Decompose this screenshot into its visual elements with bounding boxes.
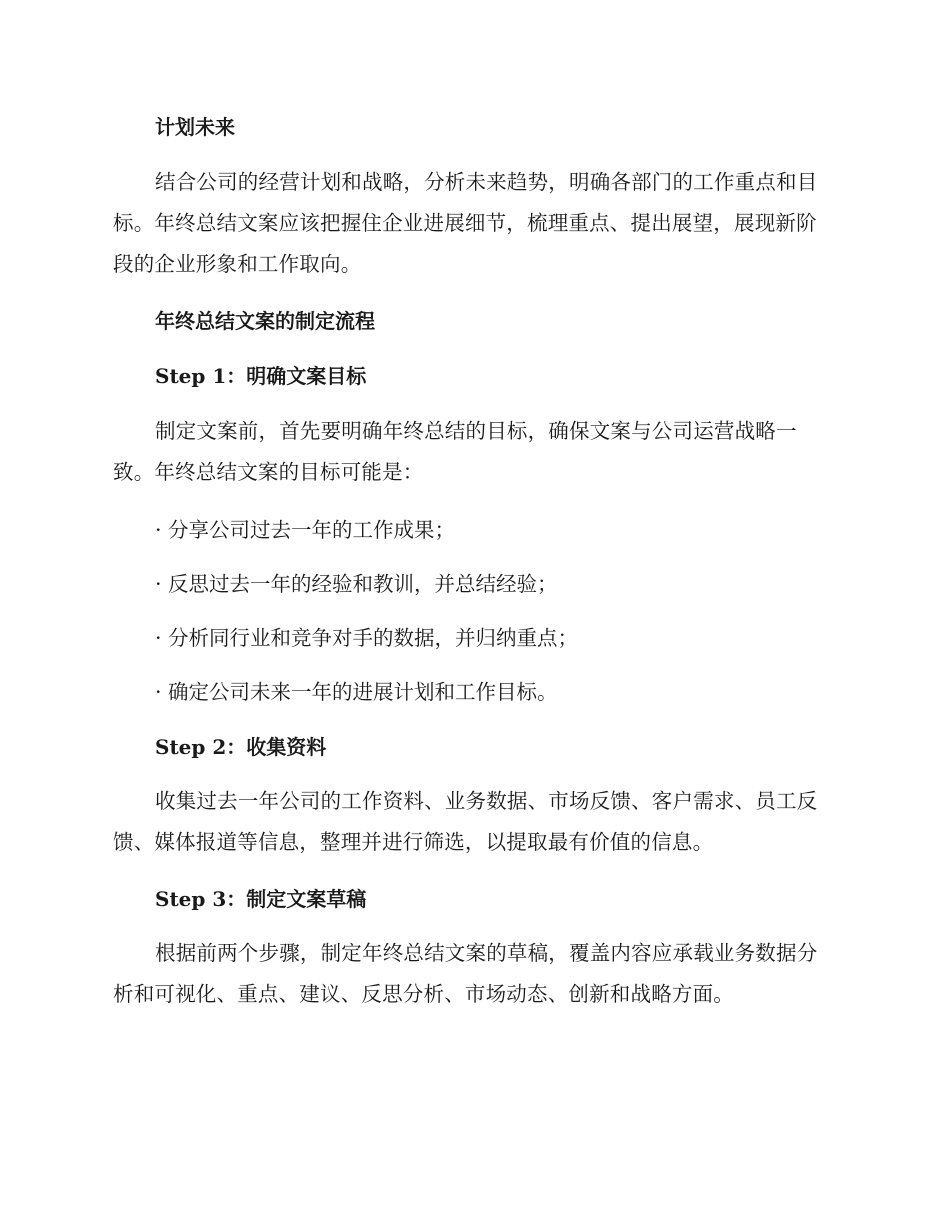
heading-plan-future: 计划未来 [155, 115, 235, 139]
paragraph-step3: 根据前两个步骤，制定年终总结文案的草稿，覆盖内容应承载业务数据分析和可视化、重点、建议、反思分析、市场动态、创新和战略方面。 [113, 941, 818, 1006]
heading-process: 年终总结文案的制定流程 [155, 309, 375, 333]
bullet-item: · 确定公司未来一年的进展计划和工作目标。 [155, 680, 558, 704]
heading-step1: Step 1：明确文案目标 [155, 364, 367, 388]
heading-step3: Step 3：制定文案草稿 [155, 887, 367, 911]
paragraph-step2: 收集过去一年公司的工作资料、业务数据、市场反馈、客户需求、员工反馈、媒体报道等信息，整理并进行筛选，以提取最有价值的信息。 [113, 789, 818, 854]
bullet-item: · 分享公司过去一年的工作成果； [155, 518, 456, 542]
bullet-item: · 分析同行业和竞争对手的数据，并归纳重点； [155, 626, 579, 650]
paragraph-step1: 制定文案前，首先要明确年终总结的目标，确保文案与公司运营战略一致。年终总结文案的目标可能是： [113, 419, 797, 484]
heading-step2: Step 2：收集资料 [155, 735, 327, 759]
paragraph-plan-future: 结合公司的经营计划和战略，分析未来趋势，明确各部门的工作重点和目标。年终总结文案应该把握住企业进展细节，梳理重点、提出展望，展现新阶段的企业形象和工作取向。 [113, 170, 818, 276]
bullet-item: · 反思过去一年的经验和教训，并总结经验； [155, 572, 558, 596]
